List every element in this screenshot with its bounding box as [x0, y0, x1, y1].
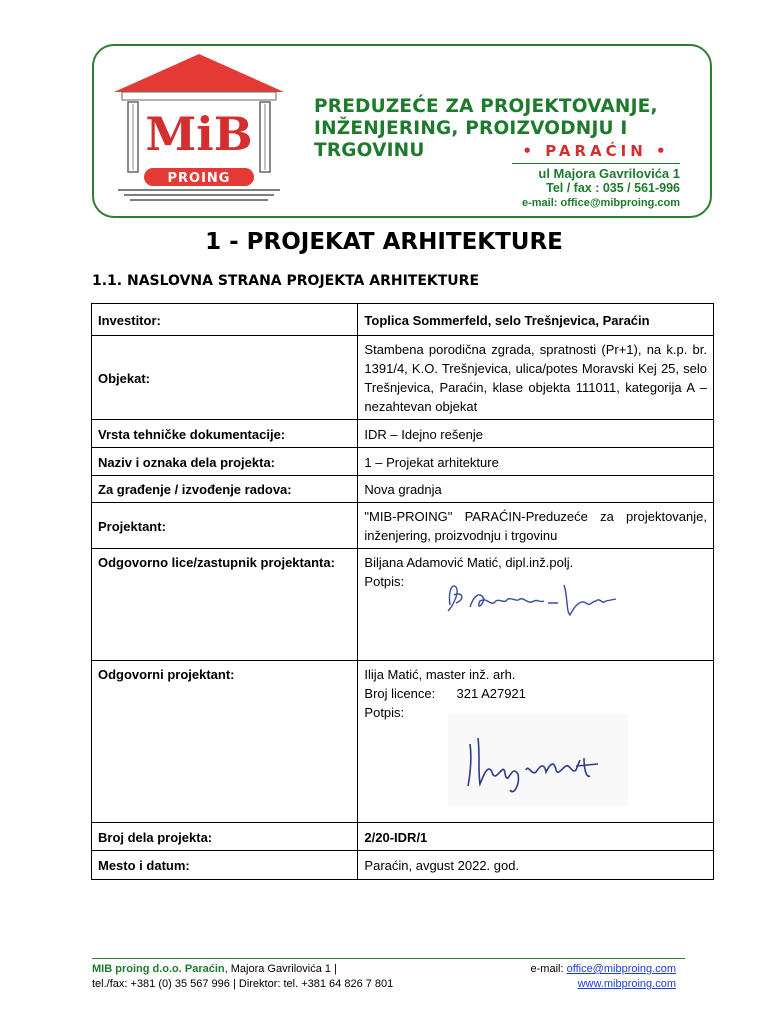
section-subtitle: 1.1. NASLOVNA STRANA PROJEKTA ARHITEKTURE [92, 273, 480, 289]
footer-website-link[interactable]: www.mibproing.com [577, 978, 676, 990]
row-value: Paraćin, avgust 2022. god. [358, 851, 714, 880]
footer-website-line [578, 977, 676, 992]
row-value: Toplica Sommerfeld, selo Trešnjevica, Paraćin [358, 304, 714, 336]
footer-phone-line: tel./fax: +381 (0) 35 567 996 | Direktor: tel. +381 64 826 7 801 [92, 978, 394, 990]
table-row [92, 448, 714, 476]
company-phone: Tel / fax : 035 / 561-996 [546, 181, 680, 195]
table-row [92, 304, 714, 336]
row-label: Projektant: [92, 503, 358, 549]
table-row [92, 661, 714, 823]
table-row [92, 336, 714, 420]
license-line [364, 684, 707, 703]
responsible-person-name: Biljana Adamović Matić, dipl.inž.polj. [364, 555, 574, 570]
row-value: Nova gradnja [358, 476, 714, 503]
footer-divider [92, 958, 685, 959]
row-label: Odgovorno lice/zastupnik projektanta: [92, 549, 358, 661]
signature-matic [448, 714, 628, 806]
table-row [92, 851, 714, 880]
logo-text: MiB [145, 107, 253, 161]
row-value [358, 549, 714, 661]
table-row [92, 476, 714, 503]
signature-label: Potpis: [364, 574, 405, 589]
row-value [358, 661, 714, 823]
row-value: "MIB-PROING" PARAĆIN-Preduzeće za projektovanje, inženjering, proizvodnju i trgovinu [358, 503, 714, 549]
company-line-1: PREDUZEĆE ZA PROJEKTOVANJE, [314, 96, 658, 117]
table-row [92, 823, 714, 851]
mib-proing-logo [108, 52, 290, 202]
row-value: Stambena porodična zgrada, spratnosti (Pr+1), na k.p. br. 1391/4, K.O. Trešnjevica, ulica/potes Moravski Kej 25, selo Trešnjevica, Paraćin, klase objekta 111011, kategorija A –nezahtevan objekat [358, 336, 714, 420]
footer-company-line [92, 962, 337, 977]
row-value: 2/20-IDR/1 [358, 823, 714, 851]
table-row [92, 549, 714, 661]
document-title: 1 - PROJEKAT ARHITEKTURE [205, 229, 563, 255]
company-line-2: INŽENJERING, PROIZVODNJU I [314, 118, 628, 139]
table-row [92, 503, 714, 549]
row-label: Za građenje / izvođenje radova: [92, 476, 358, 503]
row-label: Vrsta tehničke dokumentacije: [92, 420, 358, 448]
company-contact [512, 166, 680, 211]
row-label: Mesto i datum: [92, 851, 358, 880]
city-underline [512, 163, 680, 164]
row-label: Objekat: [92, 336, 358, 420]
footer-email-line [531, 962, 676, 977]
row-value: IDR – Idejno rešenje [358, 420, 714, 448]
footer-email-link[interactable]: office@mibproing.com [566, 963, 676, 975]
company-address: ul Majora Gavrilovića 1 [538, 166, 680, 181]
project-info-table [91, 303, 714, 880]
row-value: 1 – Projekat arhitekture [358, 448, 714, 476]
signature-adamovic [440, 577, 680, 621]
license-label: Broj licence: [364, 686, 436, 701]
footer-email-label: e-mail: [530, 963, 567, 975]
row-label: Naziv i oznaka dela projekta: [92, 448, 358, 476]
row-label: Broj dela projekta: [92, 823, 358, 851]
footer-company: MIB proing d.o.o. Paraćin [92, 963, 225, 975]
company-line-3: TRGOVINU [314, 140, 425, 161]
signature-label: Potpis: [364, 705, 405, 720]
row-label: Investitor: [92, 304, 358, 336]
company-city: • PARAĆIN • [522, 142, 670, 160]
logo-subtext: PROING [167, 171, 231, 186]
company-email: e-mail: office@mibproing.com [521, 197, 680, 209]
license-number: 321 A27921 [456, 686, 526, 701]
responsible-designer-name: Ilija Matić, master inž. arh. [364, 667, 516, 682]
row-label: Odgovorni projektant: [92, 661, 358, 823]
footer-address: , Majora Gavrilovića 1 | [224, 963, 337, 975]
table-row [92, 420, 714, 448]
